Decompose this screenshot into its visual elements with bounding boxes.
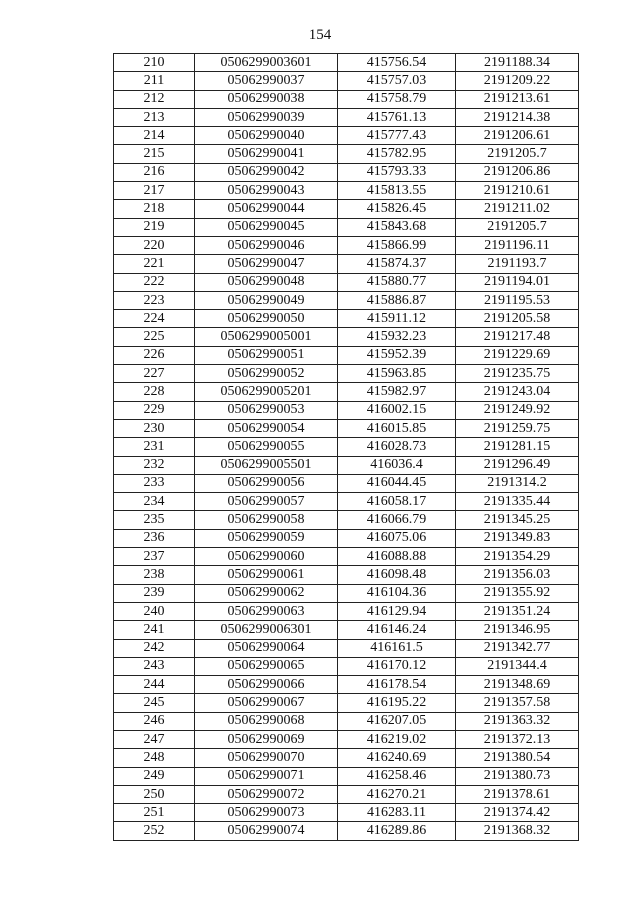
- row-number-cell: 248: [114, 749, 195, 767]
- x-coordinate-cell: 415911.12: [338, 310, 456, 328]
- x-coordinate-cell: 416002.15: [338, 401, 456, 419]
- point-id-cell: 05062990071: [195, 767, 338, 785]
- y-coordinate-cell: 2191213.61: [456, 90, 579, 108]
- x-coordinate-cell: 416207.05: [338, 712, 456, 730]
- y-coordinate-cell: 2191380.54: [456, 749, 579, 767]
- row-number-cell: 213: [114, 108, 195, 126]
- row-number-cell: 243: [114, 657, 195, 675]
- point-id-cell: 05062990060: [195, 548, 338, 566]
- point-id-cell: 05062990041: [195, 145, 338, 163]
- row-number-cell: 236: [114, 529, 195, 547]
- x-coordinate-cell: 416195.22: [338, 694, 456, 712]
- x-coordinate-cell: 415982.97: [338, 383, 456, 401]
- table-row: [114, 108, 579, 126]
- point-id-cell: 05062990047: [195, 255, 338, 273]
- x-coordinate-cell: 415777.43: [338, 127, 456, 145]
- table-row: [114, 529, 579, 547]
- x-coordinate-cell: 416161.5: [338, 639, 456, 657]
- table-row: [114, 328, 579, 346]
- table-row: [114, 200, 579, 218]
- point-id-cell: 05062990052: [195, 365, 338, 383]
- point-id-cell: 0506299006301: [195, 621, 338, 639]
- x-coordinate-cell: 416036.4: [338, 456, 456, 474]
- row-number-cell: 233: [114, 474, 195, 492]
- table-row: [114, 804, 579, 822]
- table-row: [114, 511, 579, 529]
- table-row: [114, 657, 579, 675]
- y-coordinate-cell: 2191243.04: [456, 383, 579, 401]
- table-row: [114, 291, 579, 309]
- table-row: [114, 90, 579, 108]
- row-number-cell: 222: [114, 273, 195, 291]
- y-coordinate-cell: 2191368.32: [456, 822, 579, 840]
- table-row: [114, 127, 579, 145]
- table-row: [114, 383, 579, 401]
- point-id-cell: 05062990068: [195, 712, 338, 730]
- table-row: [114, 310, 579, 328]
- point-id-cell: 05062990040: [195, 127, 338, 145]
- table-row: [114, 72, 579, 90]
- y-coordinate-cell: 2191209.22: [456, 72, 579, 90]
- row-number-cell: 230: [114, 419, 195, 437]
- row-number-cell: 227: [114, 365, 195, 383]
- x-coordinate-cell: 415793.33: [338, 163, 456, 181]
- point-id-cell: 05062990061: [195, 566, 338, 584]
- x-coordinate-cell: 415880.77: [338, 273, 456, 291]
- y-coordinate-cell: 2191342.77: [456, 639, 579, 657]
- point-id-cell: 05062990065: [195, 657, 338, 675]
- point-id-cell: 05062990038: [195, 90, 338, 108]
- y-coordinate-cell: 2191335.44: [456, 493, 579, 511]
- x-coordinate-cell: 416015.85: [338, 419, 456, 437]
- x-coordinate-cell: 416088.88: [338, 548, 456, 566]
- table-row: [114, 54, 579, 72]
- table-row: [114, 694, 579, 712]
- y-coordinate-cell: 2191296.49: [456, 456, 579, 474]
- x-coordinate-cell: 416170.12: [338, 657, 456, 675]
- row-number-cell: 226: [114, 346, 195, 364]
- point-id-cell: 05062990073: [195, 804, 338, 822]
- y-coordinate-cell: 2191346.95: [456, 621, 579, 639]
- table-row: [114, 566, 579, 584]
- table-row: [114, 145, 579, 163]
- y-coordinate-cell: 2191196.11: [456, 236, 579, 254]
- y-coordinate-cell: 2191235.75: [456, 365, 579, 383]
- x-coordinate-cell: 416146.24: [338, 621, 456, 639]
- x-coordinate-cell: 416219.02: [338, 730, 456, 748]
- row-number-cell: 239: [114, 584, 195, 602]
- x-coordinate-cell: 415874.37: [338, 255, 456, 273]
- x-coordinate-cell: 416178.54: [338, 676, 456, 694]
- x-coordinate-cell: 415886.87: [338, 291, 456, 309]
- table-row: [114, 346, 579, 364]
- point-id-cell: 05062990044: [195, 200, 338, 218]
- y-coordinate-cell: 2191211.02: [456, 200, 579, 218]
- row-number-cell: 246: [114, 712, 195, 730]
- point-id-cell: 05062990072: [195, 785, 338, 803]
- table-row: [114, 255, 579, 273]
- row-number-cell: 210: [114, 54, 195, 72]
- row-number-cell: 216: [114, 163, 195, 181]
- point-id-cell: 0506299005501: [195, 456, 338, 474]
- y-coordinate-cell: 2191281.15: [456, 438, 579, 456]
- point-id-cell: 05062990057: [195, 493, 338, 511]
- row-number-cell: 211: [114, 72, 195, 90]
- point-id-cell: 05062990042: [195, 163, 338, 181]
- row-number-cell: 249: [114, 767, 195, 785]
- y-coordinate-cell: 2191378.61: [456, 785, 579, 803]
- row-number-cell: 251: [114, 804, 195, 822]
- x-coordinate-cell: 415813.55: [338, 182, 456, 200]
- row-number-cell: 220: [114, 236, 195, 254]
- point-id-cell: 05062990062: [195, 584, 338, 602]
- y-coordinate-cell: 2191357.58: [456, 694, 579, 712]
- point-id-cell: 05062990070: [195, 749, 338, 767]
- table-row: [114, 218, 579, 236]
- row-number-cell: 241: [114, 621, 195, 639]
- x-coordinate-cell: 415866.99: [338, 236, 456, 254]
- coordinates-table-body: [114, 54, 579, 841]
- row-number-cell: 219: [114, 218, 195, 236]
- row-number-cell: 223: [114, 291, 195, 309]
- point-id-cell: 05062990064: [195, 639, 338, 657]
- y-coordinate-cell: 2191380.73: [456, 767, 579, 785]
- table-row: [114, 785, 579, 803]
- x-coordinate-cell: 415932.23: [338, 328, 456, 346]
- x-coordinate-cell: 416289.86: [338, 822, 456, 840]
- row-number-cell: 215: [114, 145, 195, 163]
- table-row: [114, 163, 579, 181]
- point-id-cell: 05062990039: [195, 108, 338, 126]
- x-coordinate-cell: 415826.45: [338, 200, 456, 218]
- x-coordinate-cell: 416075.06: [338, 529, 456, 547]
- point-id-cell: 05062990058: [195, 511, 338, 529]
- row-number-cell: 237: [114, 548, 195, 566]
- row-number-cell: 229: [114, 401, 195, 419]
- point-id-cell: 05062990043: [195, 182, 338, 200]
- row-number-cell: 235: [114, 511, 195, 529]
- x-coordinate-cell: 416066.79: [338, 511, 456, 529]
- table-row: [114, 273, 579, 291]
- y-coordinate-cell: 2191351.24: [456, 602, 579, 620]
- point-id-cell: 05062990054: [195, 419, 338, 437]
- y-coordinate-cell: 2191205.7: [456, 218, 579, 236]
- y-coordinate-cell: 2191374.42: [456, 804, 579, 822]
- y-coordinate-cell: 2191363.32: [456, 712, 579, 730]
- page-number: 154: [308, 27, 332, 43]
- x-coordinate-cell: 416044.45: [338, 474, 456, 492]
- row-number-cell: 247: [114, 730, 195, 748]
- x-coordinate-cell: 415782.95: [338, 145, 456, 163]
- point-id-cell: 0506299003601: [195, 54, 338, 72]
- x-coordinate-cell: 416028.73: [338, 438, 456, 456]
- row-number-cell: 245: [114, 694, 195, 712]
- x-coordinate-cell: 415758.79: [338, 90, 456, 108]
- x-coordinate-cell: 416098.48: [338, 566, 456, 584]
- row-number-cell: 225: [114, 328, 195, 346]
- row-number-cell: 240: [114, 602, 195, 620]
- table-row: [114, 730, 579, 748]
- point-id-cell: 05062990049: [195, 291, 338, 309]
- row-number-cell: 238: [114, 566, 195, 584]
- x-coordinate-cell: 415843.68: [338, 218, 456, 236]
- point-id-cell: 05062990053: [195, 401, 338, 419]
- y-coordinate-cell: 2191344.4: [456, 657, 579, 675]
- point-id-cell: 05062990037: [195, 72, 338, 90]
- table-row: [114, 438, 579, 456]
- y-coordinate-cell: 2191194.01: [456, 273, 579, 291]
- y-coordinate-cell: 2191188.34: [456, 54, 579, 72]
- point-id-cell: 05062990067: [195, 694, 338, 712]
- point-id-cell: 05062990066: [195, 676, 338, 694]
- point-id-cell: 05062990074: [195, 822, 338, 840]
- table-row: [114, 401, 579, 419]
- row-number-cell: 231: [114, 438, 195, 456]
- table-row: [114, 822, 579, 840]
- table-row: [114, 621, 579, 639]
- table-row: [114, 749, 579, 767]
- y-coordinate-cell: 2191210.61: [456, 182, 579, 200]
- row-number-cell: 232: [114, 456, 195, 474]
- y-coordinate-cell: 2191249.92: [456, 401, 579, 419]
- point-id-cell: 05062990056: [195, 474, 338, 492]
- table-row: [114, 548, 579, 566]
- x-coordinate-cell: 416258.46: [338, 767, 456, 785]
- point-id-cell: 05062990050: [195, 310, 338, 328]
- x-coordinate-cell: 415756.54: [338, 54, 456, 72]
- row-number-cell: 212: [114, 90, 195, 108]
- y-coordinate-cell: 2191206.86: [456, 163, 579, 181]
- coordinates-table: [113, 53, 579, 841]
- row-number-cell: 250: [114, 785, 195, 803]
- y-coordinate-cell: 2191205.7: [456, 145, 579, 163]
- point-id-cell: 05062990063: [195, 602, 338, 620]
- y-coordinate-cell: 2191345.25: [456, 511, 579, 529]
- point-id-cell: 05062990055: [195, 438, 338, 456]
- table-row: [114, 474, 579, 492]
- row-number-cell: 234: [114, 493, 195, 511]
- y-coordinate-cell: 2191349.83: [456, 529, 579, 547]
- y-coordinate-cell: 2191206.61: [456, 127, 579, 145]
- x-coordinate-cell: 416283.11: [338, 804, 456, 822]
- row-number-cell: 221: [114, 255, 195, 273]
- y-coordinate-cell: 2191259.75: [456, 419, 579, 437]
- table-row: [114, 584, 579, 602]
- row-number-cell: 252: [114, 822, 195, 840]
- x-coordinate-cell: 416270.21: [338, 785, 456, 803]
- y-coordinate-cell: 2191372.13: [456, 730, 579, 748]
- x-coordinate-cell: 416058.17: [338, 493, 456, 511]
- point-id-cell: 0506299005201: [195, 383, 338, 401]
- y-coordinate-cell: 2191214.38: [456, 108, 579, 126]
- x-coordinate-cell: 415963.85: [338, 365, 456, 383]
- table-row: [114, 365, 579, 383]
- row-number-cell: 244: [114, 676, 195, 694]
- table-row: [114, 456, 579, 474]
- table-row: [114, 182, 579, 200]
- row-number-cell: 242: [114, 639, 195, 657]
- y-coordinate-cell: 2191195.53: [456, 291, 579, 309]
- x-coordinate-cell: 415761.13: [338, 108, 456, 126]
- row-number-cell: 224: [114, 310, 195, 328]
- point-id-cell: 05062990046: [195, 236, 338, 254]
- x-coordinate-cell: 415952.39: [338, 346, 456, 364]
- row-number-cell: 228: [114, 383, 195, 401]
- row-number-cell: 218: [114, 200, 195, 218]
- table-row: [114, 236, 579, 254]
- point-id-cell: 05062990059: [195, 529, 338, 547]
- y-coordinate-cell: 2191229.69: [456, 346, 579, 364]
- y-coordinate-cell: 2191193.7: [456, 255, 579, 273]
- table-row: [114, 767, 579, 785]
- table-row: [114, 602, 579, 620]
- point-id-cell: 0506299005001: [195, 328, 338, 346]
- y-coordinate-cell: 2191355.92: [456, 584, 579, 602]
- y-coordinate-cell: 2191205.58: [456, 310, 579, 328]
- y-coordinate-cell: 2191314.2: [456, 474, 579, 492]
- y-coordinate-cell: 2191354.29: [456, 548, 579, 566]
- row-number-cell: 217: [114, 182, 195, 200]
- x-coordinate-cell: 416240.69: [338, 749, 456, 767]
- y-coordinate-cell: 2191217.48: [456, 328, 579, 346]
- y-coordinate-cell: 2191356.03: [456, 566, 579, 584]
- x-coordinate-cell: 416129.94: [338, 602, 456, 620]
- x-coordinate-cell: 415757.03: [338, 72, 456, 90]
- point-id-cell: 05062990048: [195, 273, 338, 291]
- table-row: [114, 639, 579, 657]
- table-row: [114, 419, 579, 437]
- table-row: [114, 676, 579, 694]
- table-row: [114, 493, 579, 511]
- point-id-cell: 05062990051: [195, 346, 338, 364]
- y-coordinate-cell: 2191348.69: [456, 676, 579, 694]
- point-id-cell: 05062990045: [195, 218, 338, 236]
- point-id-cell: 05062990069: [195, 730, 338, 748]
- table-row: [114, 712, 579, 730]
- row-number-cell: 214: [114, 127, 195, 145]
- x-coordinate-cell: 416104.36: [338, 584, 456, 602]
